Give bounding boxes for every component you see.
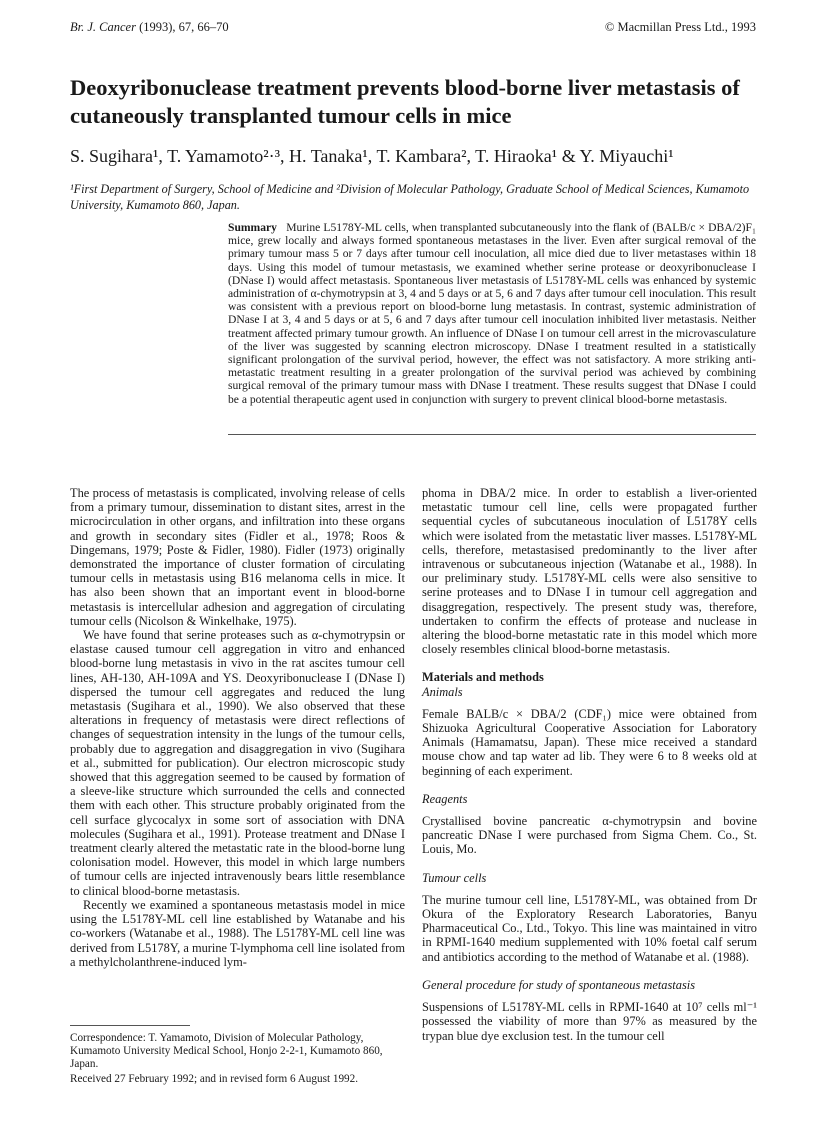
summary-abstract <box>228 221 756 406</box>
procedure-heading: General procedure for study of spontaneous metastasis <box>422 977 696 992</box>
journal-volume-pages: (1993), 67, 66–70 <box>135 20 229 34</box>
left-column <box>70 486 405 969</box>
animals-heading: Animals <box>422 684 463 699</box>
summary-text: Murine L5178Y-ML cells, when transplanted subcutaneously into the flank of (BALB/c × DBA/2)F₁ mice, grew locally and always formed spontaneous metastases in the liver. Even after surgical removal of the primary tumour mass 5 or 7 days after tumour cell inoculation, all mice died due to liver metastases within 18 days. Using this model of tumour metastasis, we examined whether serine protease or deoxyribonuclease I (DNase I) would affect metastasis. Spontaneous liver metastasis of L5178Y-ML cells was enhanced by systemic administration of α-chymotrypsin at 3, 4 and 5 days or at 5, 6 and 7 days after tumour cell inoculation. This result was consistent with a previous report on blood-borne lung metastasis. In contrast, systemic administration of DNase I at 3, 4 and 5 days or at 5, 6 and 7 days after tumour cell inoculation inhibited liver metastasis. Neither treatment affected primary tumour growth. An influence of DNase I on tumour cell arrest in the microvasculature of the liver was suggested by scanning electron microscopy. DNase I treatment resulted in a statistically significant prolongation of the survival period, however, the effect was not satisfactory. A more striking anti-metastatic treatment resulting in a greater prolongation of the survival period was achieved by combining surgical removal of the primary tumour mass with DNase I treatment. These results suggest that DNase I could be a potential therapeutic agent used in conjunction with surgery to prevent clinical blood-borne metastasis. <box>228 221 757 406</box>
correspondence-note: Correspondence: T. Yamamoto, Division of Molecular Pathology, Kumamoto University Medical School, Honjo 2-2-1, Kumamoto 860, Japan. <box>70 1032 383 1070</box>
summary-label: Summary <box>228 221 277 234</box>
right-column <box>422 486 757 1043</box>
summary-divider <box>228 434 756 435</box>
footnote <box>70 1032 405 1086</box>
received-date: Received 27 February 1992; and in revised form 6 August 1992. <box>70 1073 359 1085</box>
procedure-text: Suspensions of L5178Y-ML cells in RPMI-1640 at 10⁷ cells ml⁻¹ possessed the viability of more than 97% as measured by the trypan blue dye exclusion test. In the tumour cell <box>422 1000 757 1043</box>
methods-heading: Materials and methods <box>422 670 544 685</box>
copyright-notice: © Macmillan Press Ltd., 1993 <box>604 20 756 34</box>
tumour-cells-heading: Tumour cells <box>422 870 487 885</box>
tumour-cells-text: The murine tumour cell line, L5178Y-ML, was obtained from Dr Okura of the Exploratory Research Laboratories, Banyu Pharmaceutical Co., Ltd., Tokyo. This line was maintained in vitro in RPMI-1640 medium supplemented with 10% foetal calf serum and antibiotics according to the method of Watanabe et al. (1988). <box>422 892 757 964</box>
intro-paragraph-1: The process of metastasis is complicated, involving release of cells from a primary tumour, dissemination to distant sites, arrest in the microcirculation in other organs, and infiltration into these organs and growth in secondary sites (Fidler et al., 1978; Roos & Dingemans, 1979; Poste & Fidler, 1980). Fidler (1973) originally demonstrated the importance of cluster formation of circulating tumour cells in metastasis using B16 melanoma cells in mice. It has also been shown that an important event in blood-borne metastasis is intercellular adhesion and aggregation of circulating tumour cells (Nicolson & Winkelhake, 1975). <box>70 486 405 628</box>
author-affiliation: ¹First Department of Surgery, School of Medicine and ²Division of Molecular Pathology, Graduate School of Medical Sciences, Kumamoto University, Kumamoto 860, Japan. <box>70 182 750 212</box>
author-list: S. Sugihara¹, T. Yamamoto²·³, H. Tanaka¹, T. Kambara², T. Hiraoka¹ & Y. Miyauchi¹ <box>70 146 674 166</box>
intro-paragraph-2: We have found that serine proteases such as α-chymotrypsin or elastase caused tumour cell aggregation in vitro and enhanced blood-borne lung metastasis in vivo in the rat ascites tumour cell lines, AH-130, AH-109A and YS. Deoxyribonuclease I (DNase I) dispersed the tumour cell aggregates and reduced the lung metastasis (Sugihara et al., 1990). We also observed that these alterations in frequency of metastasis were direct reflections of changes of sequestration intensity in the lungs of the tumour cells, probably due to aggregation and disaggregation in vivo (Sugihara et al., submitted for publication). Our electron microscopic study showed that this aggregation seemed to be caused by formation of a sleeve-like structure which surrounded the cells and connected them with each other. This structure probably originated from the cell surface glycocalyx in some sort of association with DNA molecules (Sugihara et al., 1991). Protease treatment and DNase I treatment clearly altered the metastatic rate in the blood-borne lung colonisation model. However, this model in which large numbers of tumour cells are injected intravenously bears little resemblance to clinical blood-borne metastasis. <box>70 628 405 898</box>
article-title: Deoxyribonuclease treatment prevents blood-borne liver metastasis of cutaneously transplanted tumour cells in mice <box>70 75 740 128</box>
intro-paragraph-continued: phoma in DBA/2 mice. In order to establish a liver-oriented metastatic tumour cell line, cells were propagated further sequential cycles of subcutaneous inoculation of L5178Y cells which were isolated from the metastatic liver masses. L5178Y-ML cells, therefore, metastasised predominantly to the liver after intravenous or subcutaneous injection (Watanabe et al., 1988). In our preliminary study. L5178Y-ML cells were also sensitive to serine proteases and to DNase I in tumour cell aggregation and disaggregation, respectively. The present study was, therefore, undertaken to confirm the effects of protease and nuclease in altering the blood-borne metastatic rate in this model which more closely resembles clinical blood-borne metastasis. <box>422 486 757 657</box>
reagents-text: Crystallised bovine pancreatic α-chymotrypsin and bovine pancreatic DNase I were purchased from Sigma Chem. Co., St. Louis, Mo. <box>422 814 757 857</box>
reagents-heading: Reagents <box>422 791 468 806</box>
journal-citation <box>70 20 229 35</box>
journal-name: Br. J. Cancer <box>70 20 136 34</box>
footnote-divider <box>70 1025 190 1026</box>
intro-paragraph-3: Recently we examined a spontaneous metastasis model in mice using the L5178Y-ML cell line established by Watanabe and his co-workers (Watanabe et al., 1988). The L5178Y-ML cell line was derived from L5178Y, a murine T-lymphoma cell line isolated from a methylcholanthrene-induced lym- <box>70 897 405 969</box>
animals-text: Female BALB/c × DBA/2 (CDF₁) mice were obtained from Shizuoka Agricultural Cooperative Association for Laboratory Animals (Hamamatsu, Japan). These mice received a standard mouse chow and tap water ad lib. They were 6 to 8 weeks old at beginning of each experiment. <box>422 706 757 778</box>
